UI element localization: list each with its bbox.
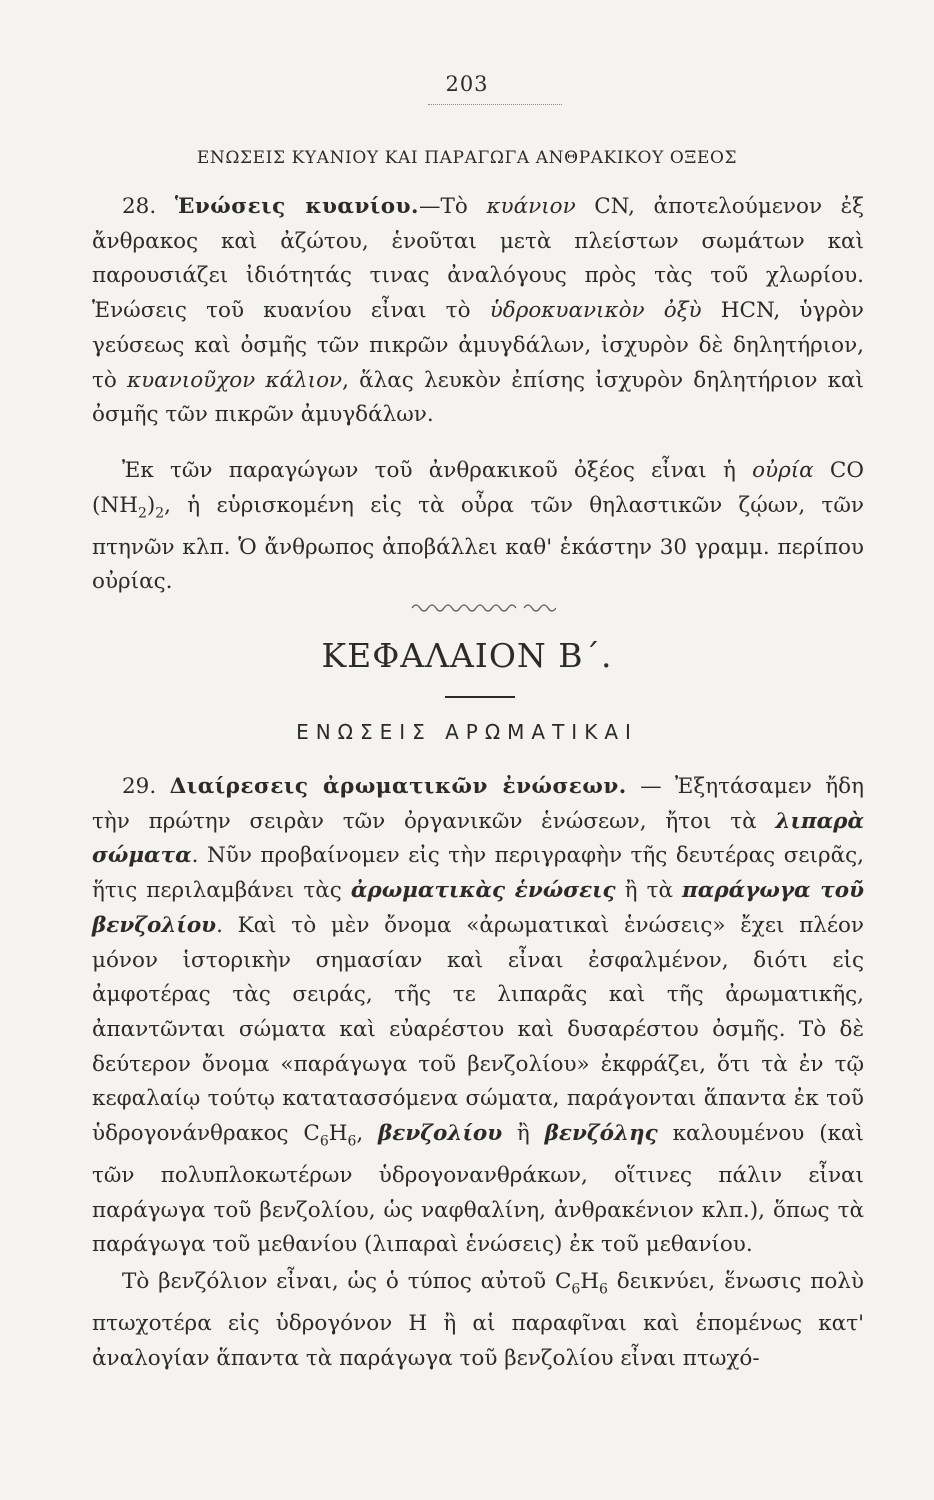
body-text: Τὸ βενζόλιον εἶναι, ὡς ὁ τύπος αὐτοῦ C	[122, 1269, 572, 1294]
body-text: )	[146, 492, 156, 518]
page-number-rule	[428, 104, 562, 105]
paragraph-benzol	[92, 1265, 864, 1376]
running-head: ΕΝΩΣΕΙΣ ΚΥΑΝΙΟΥ ΚΑΙ ΠΑΡΑΓΩΓΑ ΑΝΘΡΑΚΙΚΟΥ ΟΞΕΟΣ	[196, 148, 738, 168]
subscript: 6	[571, 1281, 581, 1298]
bold-italic-term: λιπαρὰ σώματα	[92, 808, 864, 869]
page-number: 203	[445, 72, 489, 96]
body-text: H	[580, 1269, 600, 1294]
bold-italic-term: βενζολίου	[378, 1121, 503, 1147]
subscript: 2	[155, 505, 165, 521]
subscript: 2	[137, 505, 147, 521]
italic-term: κυανιοῦχον κάλιον	[127, 367, 343, 393]
paragraph-section-29	[92, 770, 864, 1263]
section-number: 28.	[122, 194, 157, 219]
subscript: 6	[319, 1133, 329, 1150]
chapter-rule	[445, 696, 515, 698]
body-text: — Ἐξητάσαμεν ἤδη τὴν πρώτην σειρὰν τῶν ὀργανικῶν ἑνώσεων, ἤτοι τὰ	[92, 774, 864, 834]
subscript: 6	[347, 1133, 357, 1150]
wavy-divider	[410, 600, 556, 616]
body-text: ,	[356, 1121, 379, 1147]
italic-term: κυάνιον	[486, 194, 576, 219]
paragraph-section-28	[92, 190, 864, 433]
body-text: ἢ τὰ	[615, 878, 683, 904]
body-text: καλουμένου (καὶ τῶν πολυπλοκωτέρων ὑδρογονανθράκων, οἵτινες πάλιν εἶναι παράγωγα τοῦ βενζολίου, ὡς ναφθαλίνη, ἀνθρακένιον κλπ.), ὅπως τὰ παράγωγα τοῦ μεθανίου (λιπαραὶ ἑνώσεις) ἐκ τοῦ μεθανίου.	[92, 1121, 864, 1258]
body-text: —Τὸ	[419, 194, 487, 219]
chapter-title: ΚΕΦΑΛΑΙΟΝ Β΄.	[321, 636, 613, 675]
bold-italic-term: ἀρωματικὰς ἑνώσεις	[350, 878, 616, 904]
bold-italic-term: παράγωγα τοῦ βενζολίου	[92, 878, 864, 938]
section-heading: Διαίρεσεις ἀρωματικῶν ἐνώσεων.	[169, 774, 627, 799]
body-text: , ἡ εὑρισκομένη εἰς τὰ οὖρα τῶν θηλαστικῶν ζῴων, τῶν πτηνῶν κλπ. Ὁ ἄνθρωπος ἀποβάλλει καθ' ἑκάστην 30 γραμμ. περίπου οὐρίας.	[92, 492, 864, 595]
subscript: 6	[599, 1281, 608, 1298]
section-number: 29.	[122, 774, 157, 799]
body-text: ἢ	[502, 1121, 545, 1147]
body-text: H	[328, 1121, 348, 1147]
body-text: . Νῦν προβαίνομεν εἰς τὴν περιγραφὴν τῆς δευτέρας σειρᾶς, ἥτις περιλαμβάνει τὰς	[92, 843, 864, 904]
body-text: CN, ἀποτελούμενον ἐξ ἄνθρακος καὶ ἀζώτου, ἑνοῦται μετὰ πλείστων σωμάτων καὶ παρουσιάζει ἰδιότητάς τινας ἀναλόγους πρὸς τὰς τοῦ χλωρίου. Ἑνώσεις τοῦ κυανίου εἶναι τὸ	[92, 194, 864, 324]
bold-italic-term: βενζόλης	[544, 1121, 658, 1147]
body-text: CO (NH	[92, 458, 864, 518]
italic-term: ὑδροκυανικὸν ὀξὺ	[489, 298, 702, 324]
section-heading: Ἑνώσεις κυανίου.	[174, 194, 420, 219]
body-text: Ἐκ τῶν παραγώγων τοῦ ἀνθρακικοῦ ὀξέος εἶναι ἡ	[122, 458, 753, 483]
body-text: . Καὶ τὸ μὲν ὄνομα «ἀρωματικαὶ ἑνώσεις» ἔχει πλέον μόνον ἱστορικὴν σημασίαν καὶ εἶναι ἐσφαλμένον, διότι εἰς ἀμφοτέρας τὰς σειράς, τῆς τε λιπαρᾶς καὶ τῆς ἀρωματικῆς, ἀπαντῶνται σώματα καὶ εὐαρέστου καὶ δυσαρέστου ὀσμῆς. Τὸ δὲ δεύτερον ὄνομα «παράγωγα τοῦ βενζολίου» ἐκφράζει, ὅτι τὰ ἐν τῷ κεφαλαίῳ τούτῳ κατατασσόμενα σώματα, παράγονται ἅπαντα ἐκ τοῦ ὑδρογονάνθρακος C	[92, 912, 864, 1147]
body-text: , ἅλας λευκὸν ἐπίσης ἰσχυρὸν δηλητήριον καὶ ὀσμῆς τῶν πικρῶν ἀμυγδάλων.	[92, 367, 864, 428]
body-text: δεικνύει, ἕνωσις πολὺ πτωχοτέρα εἰς ὑδρογόνον H ἢ αἱ παραφῖναι καὶ ἑπομένως κατ' ἀναλογίαν ἅπαντα τὰ παράγωγα τοῦ βενζολίου εἶναι πτωχό-	[92, 1269, 864, 1371]
body-text: HCN, ὑγρὸν γεύσεως καὶ ὀσμῆς τῶν πικρῶν ἀμυγδάλων, ἰσχυρὸν δὲ δηλητήριον, τὸ	[92, 298, 864, 393]
paragraph-urea	[92, 454, 864, 600]
italic-term: οὐρία	[752, 458, 814, 483]
section-title: ΕΝΩΣΕΙΣ ΑΡΩΜΑΤΙΚΑΙ	[296, 720, 638, 744]
